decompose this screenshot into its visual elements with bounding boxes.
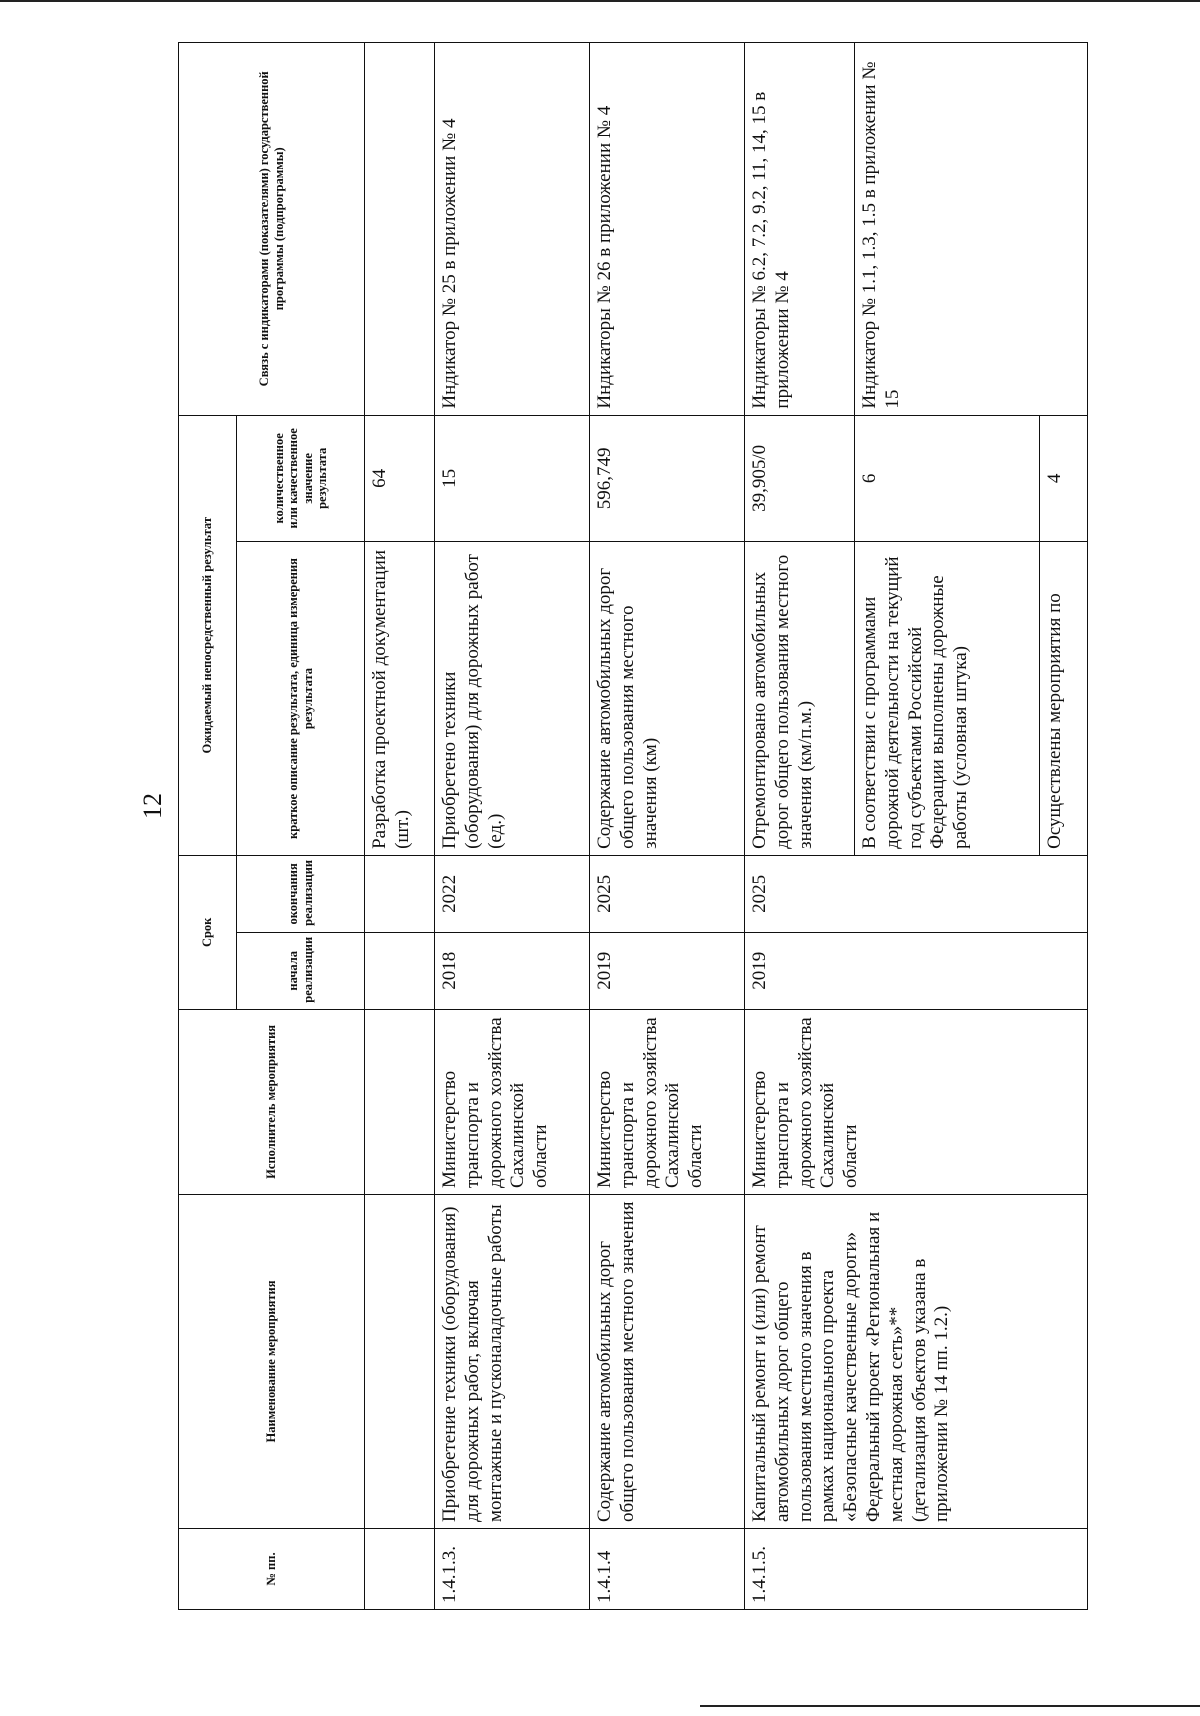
row-num: 1.4.1.4 — [590, 1529, 745, 1610]
page-number: 12 — [138, 793, 167, 819]
row-result-value: 596,749 — [590, 415, 745, 542]
row-result-desc: Отремонтировано автомобильных дорог общего пользования местного значения (км/п.м.) — [745, 542, 855, 856]
row-name: Содержание автомобильных дорог общего пользования местного значения — [590, 1194, 745, 1528]
row-num: 1.4.1.5. — [745, 1529, 1088, 1610]
row-end: 2025 — [590, 855, 745, 932]
header-term: Срок — [179, 855, 237, 1009]
row-end: 2022 — [435, 855, 590, 932]
row-result-value: 39,905/0 — [745, 415, 855, 542]
row-start: 2019 — [745, 932, 1088, 1009]
row-start: 2018 — [435, 932, 590, 1009]
table-row — [590, 43, 745, 1610]
row-name: Капитальный ремонт и (или) ремонт автомобильных дорог общего пользования местного значения в рамках национального проекта «Безопасные качественные дороги» Федеральный проект «Региональная и местная дорожная сеть»** (детализация объектов указана в приложении № 14 пп. 1.2.) — [745, 1194, 1088, 1528]
row-result-value: 15 — [435, 415, 590, 542]
row-result-desc: Приобретено техники (оборудования) для дорожных работ (ед.) — [435, 542, 590, 856]
scan-bottom-line — [700, 1705, 1200, 1707]
result-value-cell: 64 — [365, 415, 435, 542]
header-link: Связь с индикаторами (показателями) государственной программы (подпрограммы) — [179, 43, 365, 416]
scan-top-line — [0, 0, 1200, 2]
row-link: Индикатор № 1.1, 1.3, 1.5 в приложении № 15 — [855, 43, 1088, 416]
row-end: 2025 — [745, 855, 1088, 932]
table-row-continuation — [365, 43, 435, 1610]
table-row — [435, 43, 590, 1610]
header-term-start: начала реализации — [237, 932, 365, 1009]
row-link: Индикаторы № 6.2, 7.2, 9.2, 11, 14, 15 в приложении № 4 — [745, 43, 855, 416]
result-desc-cell: Разработка проектной документации (шт.) — [365, 542, 435, 856]
header-executor: Исполнитель мероприятия — [179, 1009, 365, 1194]
rotated-table-container — [178, 42, 1083, 1610]
header-term-end: окончания реализации — [237, 855, 365, 932]
row-start: 2019 — [590, 932, 745, 1009]
header-num: № пп. — [179, 1529, 365, 1610]
row-executor: Министерство транспорта и дорожного хозяйства Сахалинской области — [435, 1009, 590, 1194]
header-result-value: количественное или качественное значение результата — [237, 415, 365, 542]
row-link: Индикаторы № 26 в приложении № 4 — [590, 43, 745, 416]
header-result-desc: краткое описание результата, единица измерения результата — [237, 542, 365, 856]
row-result-desc: В соответствии с программами дорожной деятельности на текущий год субъектами Российской Федерации выполнены дорожные работы (условная штука) — [855, 542, 1040, 856]
row-result-value: 4 — [1040, 415, 1088, 542]
header-result: Ожидаемый непосредственный результат — [179, 415, 237, 855]
row-result-value: 6 — [855, 415, 1040, 542]
header-name: Наименование мероприятия — [179, 1194, 365, 1528]
table-row — [745, 43, 855, 1610]
row-executor: Министерство транспорта и дорожного хозяйства Сахалинской области — [745, 1009, 1088, 1194]
row-executor: Министерство транспорта и дорожного хозяйства Сахалинской области — [590, 1009, 745, 1194]
row-num: 1.4.1.3. — [435, 1529, 590, 1610]
activities-table — [178, 42, 1088, 1610]
row-name: Приобретение техники (оборудования) для дорожных работ, включая монтажные и пусконаладочные работы — [435, 1194, 590, 1528]
row-link: Индикатор № 25 в приложении № 4 — [435, 43, 590, 416]
row-result-desc: Содержание автомобильных дорог общего пользования местного значения (км) — [590, 542, 745, 856]
row-result-desc: Осуществлены мероприятия по — [1040, 542, 1088, 856]
